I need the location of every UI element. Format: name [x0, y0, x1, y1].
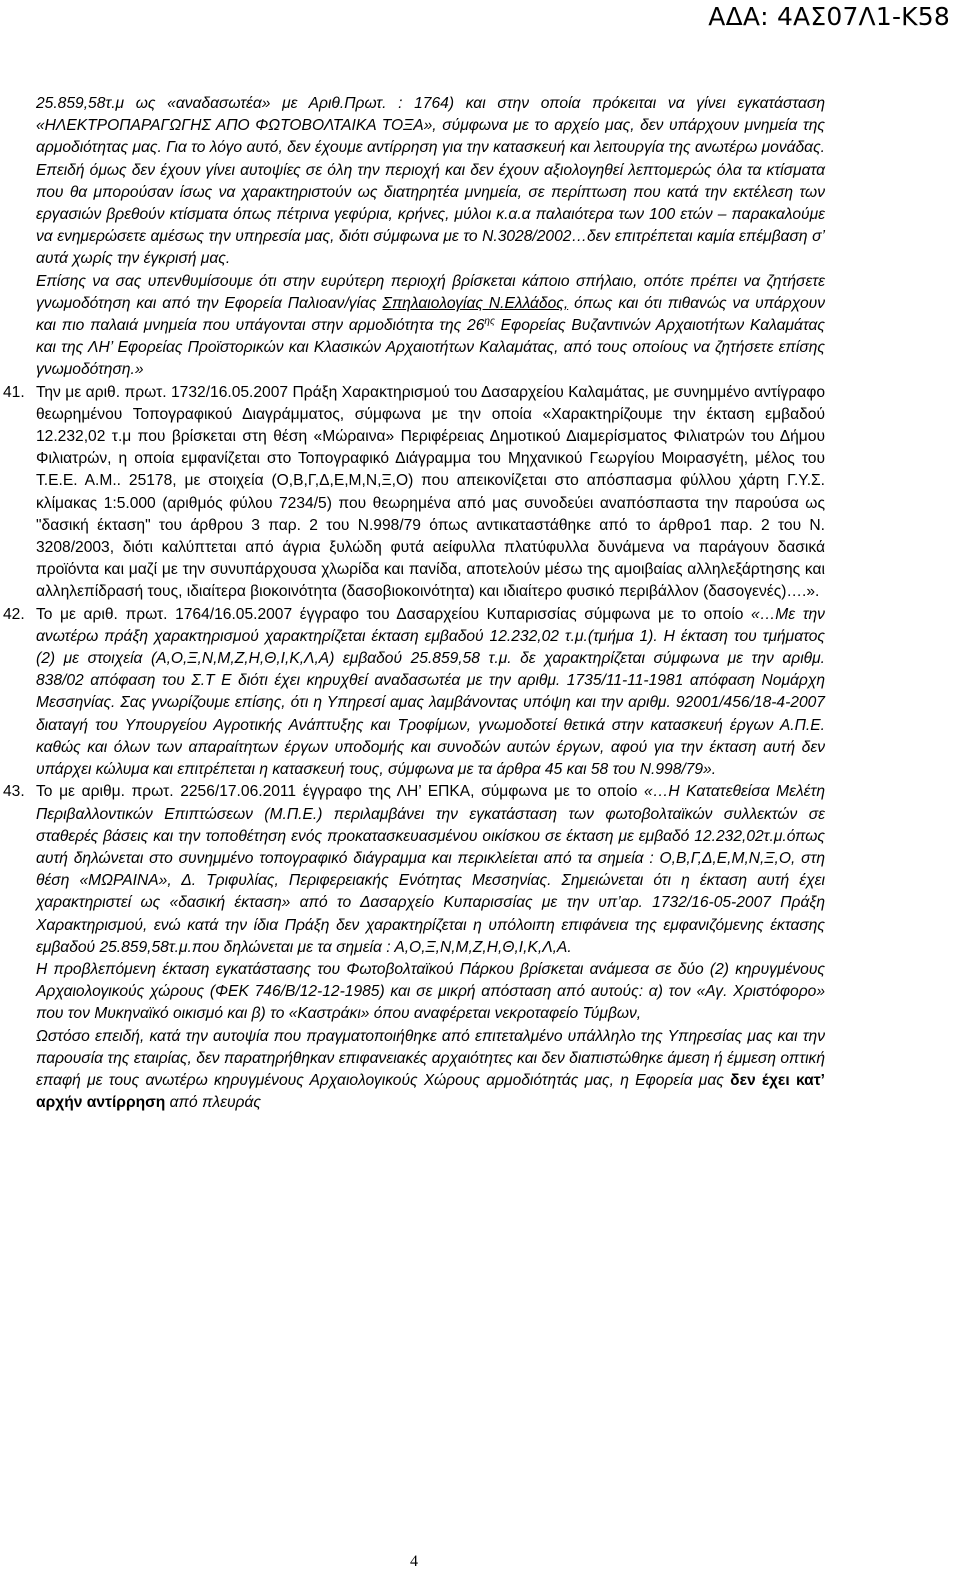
item-number: 43.	[3, 783, 25, 801]
item-text-intro: Το με αριθ. πρωτ. 1764/16.05.2007 έγγραφο του Δασαρχείου Κυπαρισσίας σύμφωνα με το οποίο	[36, 605, 744, 623]
item-quote-final	[36, 1026, 825, 1115]
item-paragraph	[36, 781, 825, 959]
item-quote-bold: δεν έχει κατ’ αρχήν αντίρρηση	[36, 1071, 825, 1112]
intro-superscript: ης	[484, 315, 495, 327]
item-quote-continued: Η προβλεπόμενη έκταση εγκατάστασης του Φωτοβολταϊκού Πάρκου βρίσκεται ανάμεσα σε δύο (2) κηρυγμένους Αρχαιολογικούς χώρους (ΦΕΚ 746/Β/12-12-1985) και σε μικρή απόσταση από αυτούς: α) τον «Αγ. Χριστόφορο» που τον Μυκηναϊκό οικισμό και β) το «Καστράκι» όπου αναφέρεται νεκροταφείο Τύμβων,	[36, 960, 825, 1023]
item-quote: «…Η Κατατεθείσα Μελέτη Περιβαλλοντικών Επιπτώσεων (Μ.Π.Ε.) περιλαμβάνει την εγκατάσταση των φωτοβολταϊκών συλλεκτών σε σταθερές βάσεις και την τοποθέτηση ενός προκατασκευασμένου οικίσκου σε έκταση με εμβαδό 12.232,02τ.μ.όπως αυτή δηλώνεται στο συνημμένο τοπογραφικό διάγραμμα και περικλείεται από τα σημεία : Ο,Β,Γ,Δ,Ε,Μ,Ν,Ξ,Ο, στη θέση «ΜΩΡΑΙΝΑ», Δ. Τριφυλίας, Περιφερειακής Ενότητας Μεσσηνίας. Σημειώνεται ότι η έκταση αυτή έχει χαρακτηριστεί ως «δασική έκταση» από το Δασαρχείο Κυπαρισσίας με την υπ’αρ. 1732/16-05-2007 Πράξη Χαρακτηρισμού, ενώ κατά την ίδια Πράξη δεν χαρακτηρίζεται η υπόλοιπη επιφάνεια της εμφανιζόμενης έκτασης εμβαδού 25.859,58τ.μ.που δηλώνεται με τα σημεία : Α,Ο,Ξ,Ν,Μ,Ζ,Η,Θ,Ι,Κ,Λ,Α.	[36, 783, 825, 956]
item-quote-final-text: Ωστόσο επειδή, κατά την αυτοψία που πραγματοποιήθηκε από επιτεταλμένο υπάλληλο της Υπηρεσίας μας και την παρουσία της εταιρίας, δεν παρατηρήθηκαν επιφανειακές αρχαιότητες και δεν διαπιστώθηκε άμεση ή έμμεση οπτική επαφή με τους ανωτέρω κηρυγμένους Αρχαιολογικούς Χώρους αρμοδιότητάς μας, η Εφορεία μας	[36, 1027, 825, 1089]
intro-text-1: 25.859,58τ.μ ως «αναδασωτέα» με Αριθ.Πρωτ. : 1764) και στην οποία πρόκειται να γίνει εγκατάσταση «ΗΛΕΚΤΡΟΠΑΡΑΓΩΓΗΣ ΑΠΟ ΦΩΤΟΒΟΛΤΑΙΚΑ ΤΟΞΑ», σύμφωνα με το αρχείο μας, δεν υπάρχουν μνημεία της αρμοδιότητας μας. Για το λόγο αυτό, δεν έχουμε αντίρρηση για την κατασκευή και λειτουργία της ανωτέρω μονάδας.	[36, 95, 825, 157]
intro-text-3b: όπως και ότι πιθανώς να υπάρχουν και πιο παλαιά μνημεία που υπάγονται στην αρμοδιότητα της 26	[36, 294, 826, 335]
intro-paragraph-1	[36, 93, 825, 271]
item-number: 42.	[3, 605, 25, 623]
list-item-41	[3, 382, 825, 604]
ada-header-code: ΑΔΑ: 4ΑΣ07Λ1-Κ58	[708, 2, 950, 31]
intro-paragraph-3	[36, 271, 825, 382]
item-text-intro: Το με αριθμ. πρωτ. 2256/17.06.2011 έγγραφο της ΛΗ’ ΕΠΚΑ, σύμφωνα με το οποίο	[36, 783, 638, 801]
item-number: 41.	[3, 383, 25, 401]
intro-text-3-underlined: Σπηλαιολογίας Ν.Ελλάδος,	[382, 294, 569, 312]
list-item-42	[3, 604, 825, 782]
intro-text-3c: Εφορείας Βυζαντινών Αρχαιοτήτων Καλαμάτας και της ΛΗ’ Εφορείας Προϊστορικών και Κλασικών Αρχαιοτήτων Καλαμάτας, από τους οποίους να ζητήσετε επίσης γνωμοδότηση.»	[36, 317, 825, 379]
item-paragraph	[36, 604, 825, 782]
list-item-43	[3, 781, 825, 1114]
intro-text-3a: Επίσης να σας υπενθυμίσουμε ότι στην ευρύτερη περιοχή βρίσκεται κάποιο σπήλαιο, οπότε πρέπει να ζητήσετε γνωμοδότηση και από την Εφορεία Παλιοαν/γίας	[36, 272, 825, 312]
item-quote-tail: από πλευράς	[169, 1094, 261, 1112]
document-body	[3, 93, 826, 1114]
intro-text-2: Επειδή όμως δεν έχουν γίνει αυτοψίες σε όλη την περιοχή και δεν έχουν αξιολογηθεί λεπτομερώς όλα τα κτίσματα που θα μπορούσαν ίσως να χαρακτηριστούν ως διατηρητέα μνημεία, σε περίπτωση που κατά την εκτέλεση των εργασιών βρεθούν κτίσματα όπως πέτρινα γεφύρια, κρήνες, μύλοι κ.α.α παλαιότερα των 100 ετών – παρακαλούμε να ενημερώσετε αμέσως την υπηρεσία μας, διότι σύμφωνα με το Ν.3028/2002…δεν επιτρέπεται καμία επέμβαση σ’ αυτά χωρίς την έγκρισή μας.	[36, 161, 825, 268]
item-quote: «…Με την ανωτέρω πράξη χαρακτηρισμού χαρακτηρίζεται έκταση εμβαδού 12.232,02 τ.μ.(τμήμα 1). Η έκταση του τμήματος (2) με στοιχεία (Α,Ο,Ξ,Ν,Μ,Ζ,Η,Θ,Ι,Κ,Λ,Α) εμβαδού 25.859,58 τ.μ. δε χαρακτηρίζεται σύμφωνα με την αριθμ. 838/02 απόφαση του Σ.Τ Ε διότι έχει κηρυχθεί αναδασωτέα με την αριθμ. 1735/11-11-1981 απόφαση Νομάρχη Μεσσηνίας. Σας γνωρίζουμε επίσης, ότι η Υπηρεσί αμας λαμβάνοντας υπόψη και την αριθμ. 92001/456/18-4-2007 διαταγή του Υπουργείου Αγροτικής Ανάπτυξης και Τροφίμων, γνωμοδοτεί θετικά στην κατασκευή έργων Α.Π.Ε. καθώς και όλων των απαραίτητων έργων υποδομής και συνοδών αυτών έργων, αφού για την έκταση αυτή δεν υπάρχει κώλυμα και επιτρέπεται η κατασκευή τους, σύμφωνα με τα άρθρα 45 και 58 του Ν.998/79».	[36, 605, 825, 779]
item-text: Την με αριθ. πρωτ. 1732/16.05.2007 Πράξη Χαρακτηρισμού του Δασαρχείου Καλαμάτας, με συνημμένο αντίγραφο θεωρημένου Τοπογραφικού Διαγράμματος, σύμφωνα με την οποία «Χαρακτηρίζουμε την έκταση εμβαδού 12.232,02 τ.μ που βρίσκεται στη θέση «Μώραινα» Περιφέρειας Δημοτικού Διαμερίσματος Φιλιατρών του Δήμου Φιλιατρών, η οποία εμφανίζεται στο Τοπογραφικό Διάγραμμα του Μηχανικού Γεωργίου Μοιρασγέτη, μέλος του Τ.Ε.Ε. Α.Μ.. 25178, με στοιχεία (Ο,Β,Γ,Δ,Ε,Μ,Ν,Ξ,Ο) που απεικονίζεται στο απόσπασμα φύλλου χάρτη Γ.Υ.Σ. κλίμακας 1:5.000 (αριθμός φύλου 7234/5) που θεωρημένα από μας συνοδεύει αναπόσπαστα την παρούσα ως "δασική έκταση" του άρθρου 3 παρ. 2 του Ν.998/79 όπως αντικαταστάθηκε από το άρθρο1 παρ. 2 του Ν. 3208/2003, διότι καλύπτεται από άγρια ξυλώδη φυτά αείφυλλα πλατύφυλλα δυνάμενα να παράγουν δασικά προϊόντα και μαζί με την συνυπάρχουσα χλωρίδα και πανίδα, αποτελούν μέσω της αμοιβαίας αλληλεξάρτησης και αλληλεπίδρασή τους, ιδιαίτερα βιοκοινότητα (δασοβιοκοινότητα) και ιδιαίτερο φυσικό περιβάλλον (δασογενές)….».	[36, 383, 825, 601]
page-number: 4	[410, 1553, 418, 1570]
